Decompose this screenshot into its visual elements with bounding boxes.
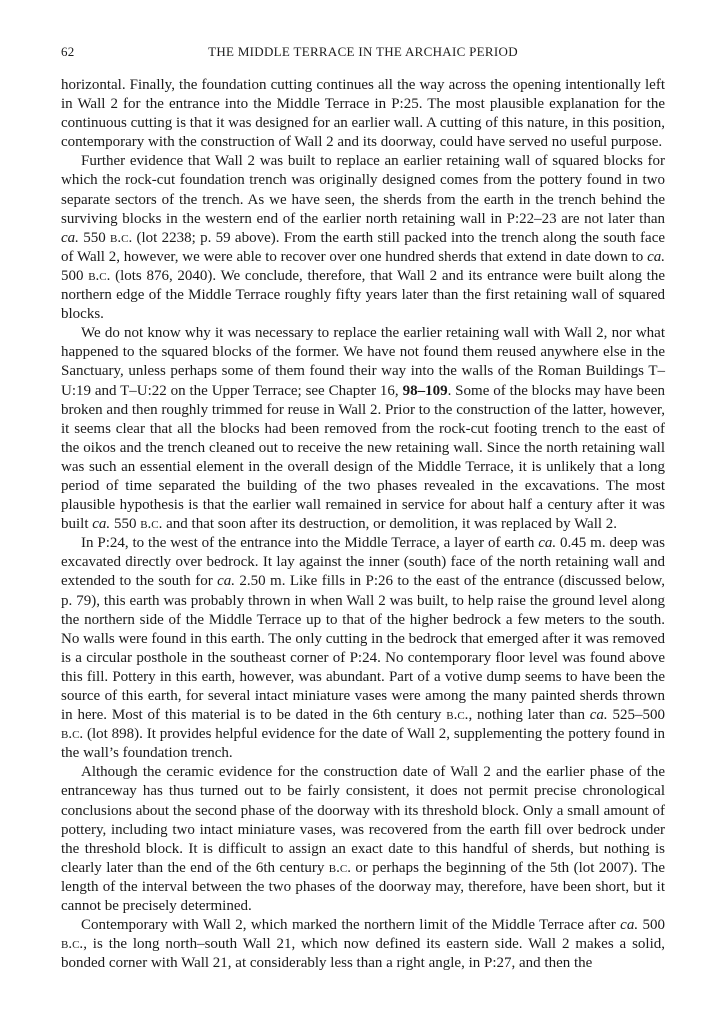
text-run: . Some of the blocks may have been broken and then roughly trimmed for reuse in Wall 2. Prior to the construction of the latter, however, it seems clear that all the blocks had been removed from the rock-cut footing trench to the east of the oikos and the trench cleaned out to receive the new retaining wall. Since the north retaining wall was such an essential element in the overall design of the Middle Terrace, it is unlikely that a long period of time separated the building of the two phases revealed in the excavations. The most plausible hypothesis is that the earlier wall remained in service for about half a century after it was built bbox=[61, 382, 665, 533]
text-run: (lot 898). It provides helpful evidence for the date of Wall 2, supplementing the pottery found in the wall’s foundation trench. bbox=[61, 726, 665, 762]
text-run: In P:24, to the west of the entrance into the Middle Terrace, a layer of earth bbox=[81, 535, 539, 552]
text-run: horizontal. Finally, the foundation cutting continues all the way across the opening intentionally left in Wall 2 for the entrance into the Middle Terrace in P:25. The most plausible explanation for the continuous cutting is that it was designed for an earlier wall. A cutting of this nature, in this position, contemporary with the construction of Wall 2 and its doorway, could have served no useful purpose. bbox=[61, 77, 665, 151]
smallcaps-run: b.c. bbox=[61, 726, 84, 743]
page-number: 62 bbox=[61, 44, 75, 59]
italic-run: ca. bbox=[647, 248, 665, 265]
body-text bbox=[61, 76, 665, 973]
text-run: Further evidence that Wall 2 was built to replace an earlier retaining wall of squared blocks for which the rock-cut foundation trench was originally designed comes from the pottery found in two separate sectors of the trench. As we have seen, the sherds from the earth in the trench behind the surviving blocks in the western end of the earlier north retaining wall in P:22–23 are not later than bbox=[61, 153, 665, 227]
text-run: or perhaps the beginning of the 5th (lot 2007). The length of the interval between the two phases of the doorway may, therefore, have been short, but it cannot be precisely determined. bbox=[61, 859, 665, 915]
text-run: Contemporary with Wall 2, which marked the northern limit of the Middle Terrace after bbox=[81, 917, 621, 934]
text-run: (lots 876, 2040). We conclude, therefore, that Wall 2 and its entrance were built along the northern edge of the Middle Terrace roughly fifty years later than the first retaining wall of squared blocks. bbox=[61, 267, 665, 323]
italic-run: ca. bbox=[92, 516, 111, 533]
smallcaps-run: b.c. bbox=[328, 859, 351, 876]
smallcaps-run: b.c. bbox=[446, 707, 469, 724]
smallcaps-run: b.c. bbox=[110, 229, 133, 246]
text-run: and that soon after its destruction, or demolition, it was replaced by Wall 2. bbox=[162, 516, 618, 533]
paragraph-6 bbox=[61, 916, 665, 973]
text-run: 2.50 m. Like fills in P:26 to the east of the entrance (discussed below, p. 79), this earth was probably thrown in when Wall 2 was built, to help raise the ground level along the northern side of the Middle Terrace up to that of the higher bedrock a few meters to the south. No walls were found in this earth. The only cutting in the bedrock that emerged after it was removed is a circular posthole in the southeast corner of P:24. No contemporary floor level was found above this fill. Pottery in this earth, however, was abundant. Part of a votive dump seems to have been the source of this earth, for several intact miniature vases were among the many painted sherds thrown in here. Most of this material is to be dated in the 6th century bbox=[61, 573, 665, 724]
bold-run: 98–109 bbox=[402, 382, 448, 399]
text-run: Although the ceramic evidence for the construction date of Wall 2 and the earlier phase of the entranceway has thus turned out to be fairly consistent, it does not permit precise chronological conclusions about the second phase of the doorway with its threshold block. Only a small amount of pottery, including two intact miniature vases, was recovered from the earth fill over bedrock under the threshold block. It is difficult to assign an exact date to this handful of sherds, but nothing is clearly later than the end of the 6th century bbox=[61, 764, 665, 876]
text-run: 525–500 bbox=[607, 707, 666, 724]
italic-run: ca. bbox=[61, 229, 79, 246]
text-run: 0.45 m. deep was excavated directly over bedrock. It lay against the inner (south) face of the north retaining wall and extended to the south for bbox=[61, 535, 666, 590]
text-run: 550 bbox=[110, 516, 141, 533]
paragraph-3 bbox=[61, 324, 665, 534]
running-head: THE MIDDLE TERRACE IN THE ARCHAIC PERIOD bbox=[208, 44, 518, 59]
smallcaps-run: b.c. bbox=[61, 936, 84, 953]
italic-run: ca. bbox=[620, 917, 639, 934]
text-run: (lot 2238; p. 59 above). From the earth still packed into the trench along the south face of Wall 2, however, we were able to recover over one hundred sherds that extend in date down to bbox=[61, 229, 666, 265]
italic-run: ca. bbox=[217, 573, 235, 590]
text-run: 500 bbox=[61, 267, 89, 284]
italic-run: ca. bbox=[538, 535, 557, 552]
paragraph-1 bbox=[61, 76, 665, 152]
smallcaps-run: b.c. bbox=[88, 267, 111, 284]
paragraph-5 bbox=[61, 763, 665, 916]
text-run: , nothing later than bbox=[468, 707, 590, 724]
text-run: We do not know why it was necessary to replace the earlier retaining wall with Wall 2, nor what happened to the squared blocks of the former. We have not found them reused anywhere else in the Sanctuary, unless perhaps some of them found their way into the walls of the Roman Buildings T–U:19 and T–U:22 on the Upper Terrace; see Chapter 16, bbox=[61, 325, 665, 399]
smallcaps-run: b.c. bbox=[140, 516, 163, 533]
text-run: , is the long north–south Wall 21, which now defined its eastern side. Wall 2 makes a solid, bonded corner with Wall 21, at considerably less than a right angle, in P:27, and then the bbox=[61, 936, 665, 972]
page-header bbox=[61, 44, 665, 64]
italic-run: ca. bbox=[589, 707, 608, 724]
paragraph-4 bbox=[61, 534, 665, 763]
text-run: 500 bbox=[638, 917, 666, 934]
text-run: 550 bbox=[78, 229, 111, 246]
paragraph-2 bbox=[61, 152, 665, 324]
